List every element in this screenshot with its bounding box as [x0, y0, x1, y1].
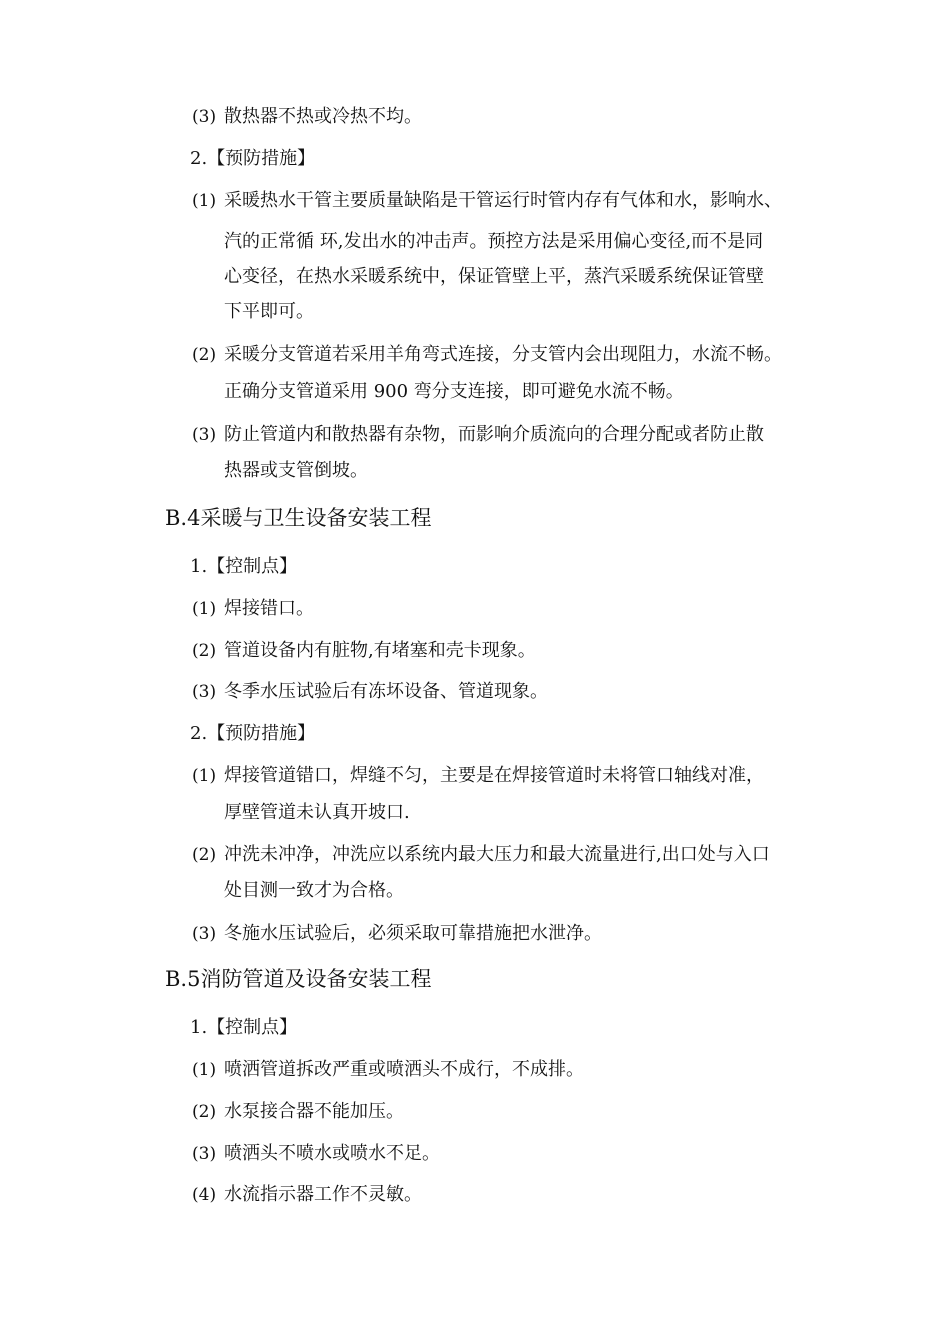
item-number: (2)	[192, 1102, 217, 1122]
item-text-line: 下平即可。	[224, 301, 314, 322]
item-number: (3)	[192, 107, 217, 127]
item-text-line: 汽的正常循 环,发出水的冲击声。预控方法是采用偏心变径,而不是同	[224, 231, 764, 252]
item-number: (2)	[192, 845, 217, 865]
item-text: 水泵接合器不能加压。	[224, 1101, 404, 1122]
section-subheading: 2.【预防措施】	[190, 723, 316, 744]
section-subheading: 1.【控制点】	[190, 1017, 298, 1038]
item-text-line: 处目测一致才为合格。	[224, 880, 404, 901]
section-subheading: 2.【预防措施】	[190, 148, 316, 169]
item-text: 喷洒头不喷水或喷水不足。	[224, 1143, 440, 1164]
item-text-line: 采暖热水干管主要质量缺陷是干管运行时管内存有气体和水，影响水、	[224, 190, 782, 211]
item-text-line: 采暖分支管道若采用羊角弯式连接，分支管内会出现阻力，水流不畅。	[224, 344, 782, 365]
item-text: 散热器不热或冷热不均。	[224, 106, 422, 127]
item-text-line: 厚壁管道未认真开坡口.	[224, 802, 410, 823]
section-heading: B.5消防管道及设备安装工程	[165, 967, 432, 991]
item-text-line: 心变径，在热水采暖系统中，保证管壁上平，蒸汽采暖系统保证管壁	[224, 266, 764, 287]
section-subheading: 1.【控制点】	[190, 556, 298, 577]
item-number: (2)	[192, 345, 217, 365]
item-number: (1)	[192, 599, 217, 619]
item-text-line: 防止管道内和散热器有杂物，而影响介质流向的合理分配或者防止散	[224, 424, 764, 445]
item-number: (1)	[192, 191, 217, 211]
item-text-line: 热器或支管倒坡。	[224, 460, 368, 481]
section-heading: B.4采暖与卫生设备安装工程	[165, 506, 432, 530]
item-number: (2)	[192, 641, 217, 661]
item-number: (3)	[192, 682, 217, 702]
item-number: (3)	[192, 924, 217, 944]
item-text-line: 冲洗未冲净，冲洗应以系统内最大压力和最大流量进行,出口处与入口	[224, 844, 770, 865]
item-number: (3)	[192, 425, 217, 445]
item-text-line: 正确分支管道采用 900 弯分支连接，即可避免水流不畅。	[224, 381, 684, 402]
item-number: (1)	[192, 1060, 217, 1080]
item-text-line: 焊接管道错口，焊缝不匀，主要是在焊接管道时未将管口轴线对准，	[224, 765, 764, 786]
item-text: 冬季水压试验后有冻坏设备、管道现象。	[224, 681, 548, 702]
item-text: 焊接错口。	[224, 598, 314, 619]
item-number: (1)	[192, 766, 217, 786]
item-number: (3)	[192, 1144, 217, 1164]
item-text: 管道设备内有脏物,有堵塞和壳卡现象。	[224, 640, 536, 661]
item-number: (4)	[192, 1185, 217, 1205]
item-text: 水流指示器工作不灵敏。	[224, 1184, 422, 1205]
item-text: 喷洒管道拆改严重或喷洒头不成行，不成排。	[224, 1059, 584, 1080]
item-text: 冬施水压试验后，必须采取可靠措施把水泄净。	[224, 923, 602, 944]
